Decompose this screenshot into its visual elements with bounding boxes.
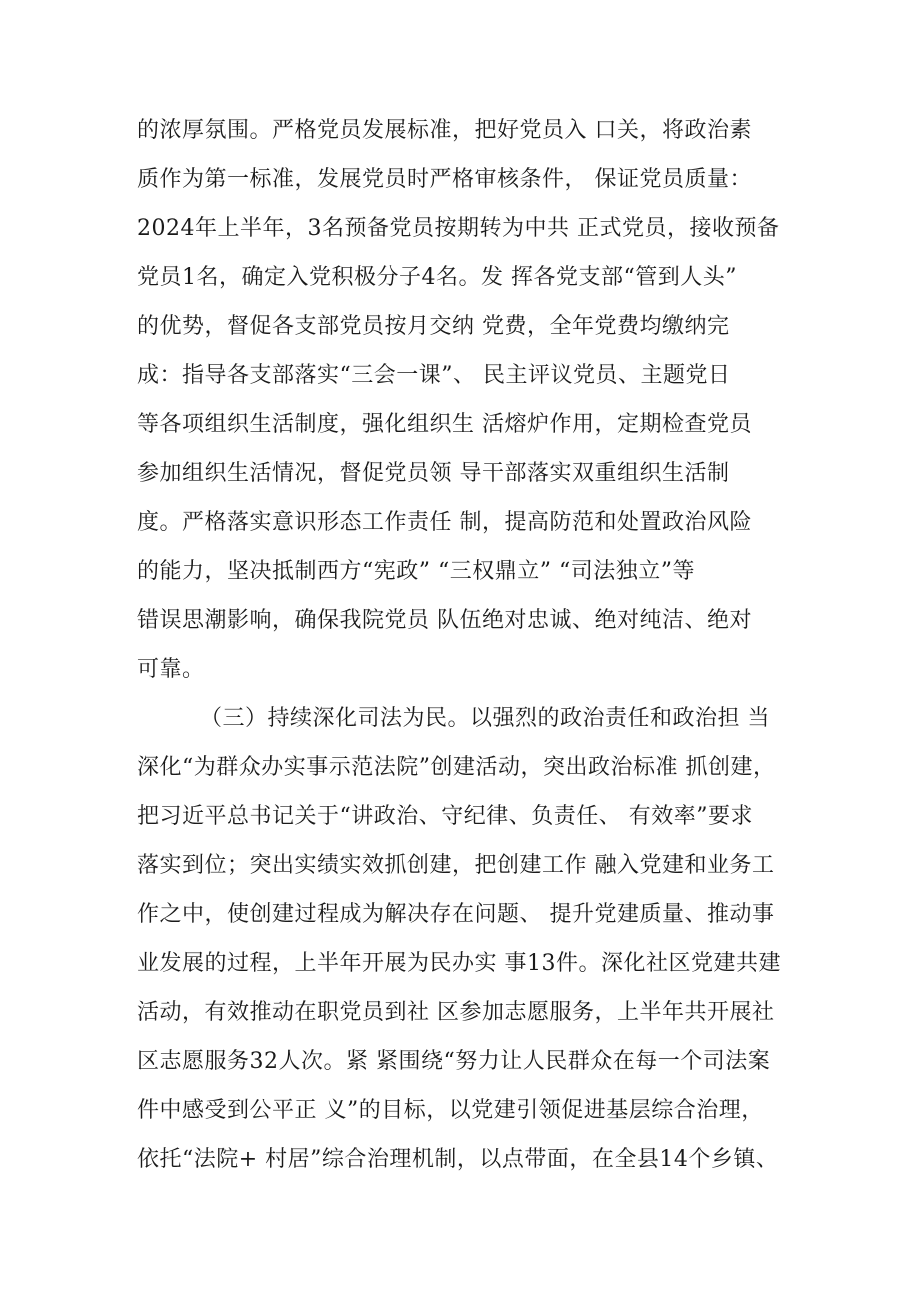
text-line: 的优势，督促各支部党员按月交纳 党费，全年党费均缴纳完 bbox=[137, 314, 730, 339]
text-line: 区志愿服务32人次。紧 紧围绕“努力让人民群众在每一个司法案 bbox=[137, 1049, 771, 1074]
text-line: 错误思潮影响，确保我院党员 队伍绝对忠诚、绝对纯洁、绝对 bbox=[137, 608, 752, 633]
text-line: 的能力，坚决抵制西方“宪政” “三权鼎立” “司法独立”等 bbox=[137, 559, 695, 584]
text-line: 党员1名，确定入党积极分子4名。发 挥各党支部“管到人头” bbox=[137, 265, 737, 290]
text-line: 依托“法院+ 村居”综合治理机制，以点带面，在全县14个乡镇、 bbox=[137, 1147, 779, 1172]
text-line: 落实到位；突出实绩实效抓创建，把创建工作 融入党建和业务工 bbox=[137, 853, 775, 878]
section-heading-line: （三）持续深化司法为民。以强烈的政治责任和政治担 当 bbox=[200, 706, 770, 731]
text-line: 质作为第一标准，发展党员时严格审核条件， 保证党员质量： bbox=[137, 167, 752, 192]
text-line: 可靠。 bbox=[137, 657, 205, 682]
text-line: 业发展的过程，上半年开展为民办实 事13件。深化社区党建共建 bbox=[137, 951, 781, 976]
text-line: 活动，有效推动在职党员到社 区参加志愿服务，上半年共开展社 bbox=[137, 1000, 775, 1025]
text-line: 度。严格落实意识形态工作责任 制，提高防范和处置政治风险 bbox=[137, 510, 752, 535]
text-line: 等各项组织生活制度，强化组织生 活熔炉作用，定期检查党员 bbox=[137, 412, 752, 437]
text-line: 的浓厚氛围。严格党员发展标准，把好党员入 口关，将政治素 bbox=[137, 118, 752, 143]
text-line: 件中感受到公平正 义”的目标，以党建引领促进基层综合治理， bbox=[137, 1098, 764, 1123]
text-line: 参加组织生活情况，督促党员领 导干部落实双重组织生活制 bbox=[137, 461, 730, 486]
text-line: 作之中，使创建过程成为解决存在问题、 提升党建质量、推动事 bbox=[137, 902, 775, 927]
text-line: 成：指导各支部落实“三会一课”、 民主评议党员、主题党日 bbox=[137, 363, 731, 388]
text-line: 2024年上半年，3名预备党员按期转为中共 正式党员，接收预备 bbox=[137, 216, 780, 241]
text-line: 把习近平总书记关于“讲政治、守纪律、负责任、 有效率”要求 bbox=[137, 804, 753, 829]
text-line: 深化“为群众办实事示范法院”创建活动，突出政治标准 抓创建， bbox=[137, 755, 776, 780]
